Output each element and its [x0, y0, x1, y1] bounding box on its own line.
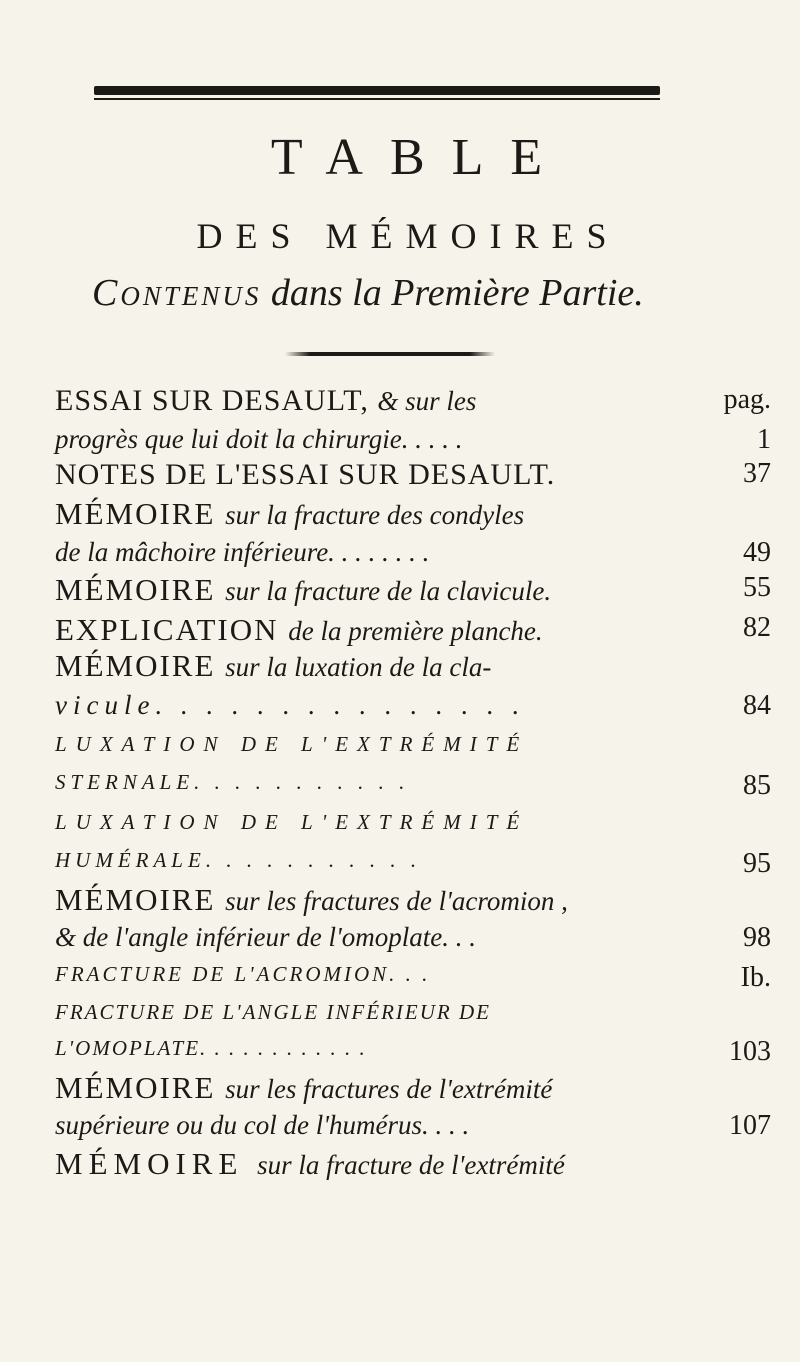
- toc-entry: [55, 1000, 771, 1036]
- entry-text: FRACTURE DE L'ANGLE INFÉRIEUR DE: [55, 1000, 491, 1024]
- toc-entry: [55, 384, 771, 424]
- toc-entry: [55, 496, 771, 536]
- entry-caps: MÉMOIRE: [55, 1146, 258, 1181]
- toc-entry: [55, 690, 771, 730]
- entry-page: 55: [743, 572, 771, 603]
- entry-page: 98: [743, 922, 771, 953]
- toc-entry: [55, 770, 771, 804]
- entry-page: 95: [743, 848, 771, 879]
- entry-caps: NOTES DE L'ESSAI SUR DESAULT.: [55, 458, 556, 491]
- toc-entry: [55, 572, 771, 612]
- toc-entry: [55, 732, 771, 766]
- contenus-heading: [92, 271, 644, 315]
- entry-text: LUXATION DE L'EXTRÉMITÉ: [55, 810, 529, 834]
- entry-text: & de l'angle inférieur de l'omoplate. . .: [55, 922, 476, 952]
- entry-text: FRACTURE DE L'ACROMION. . .: [55, 962, 431, 986]
- entry-text: L'OMOPLATE. . . . . . . . . . . .: [55, 1036, 367, 1060]
- entry-page: 84: [743, 690, 771, 721]
- entry-text: de la mâchoire inférieure. . . . . . . .: [55, 537, 430, 567]
- entry-text: & sur les: [377, 386, 477, 416]
- entry-caps: ESSAI SUR DESAULT,: [55, 384, 378, 417]
- entry-text: sur la fracture de la clavicule.: [225, 576, 552, 606]
- toc-entry: [55, 612, 771, 652]
- entry-text: supérieure ou du col de l'humérus. . . .: [55, 1110, 470, 1140]
- entry-caps: MÉMOIRE: [55, 496, 226, 531]
- entry-caps: MÉMOIRE: [55, 648, 226, 683]
- entry-text: HUMÉRALE. . . . . . . . . . .: [55, 848, 422, 872]
- entry-caps: MÉMOIRE: [55, 572, 226, 607]
- contenus-rest: dans la Première Partie.: [261, 272, 644, 314]
- entry-page: 103: [729, 1036, 771, 1067]
- toc-entry: [55, 1036, 771, 1072]
- entry-caps: MÉMOIRE: [55, 882, 226, 917]
- entry-text: sur les fractures de l'acromion ,: [225, 886, 568, 916]
- toc-entry: [55, 962, 771, 998]
- entry-text: sur la fracture de l'extrémité: [257, 1150, 565, 1180]
- toc-entry: [55, 922, 771, 962]
- page-subtitle: DES MÉMOIRES: [196, 216, 620, 256]
- entry-page: 49: [743, 537, 771, 568]
- entry-caps: MÉMOIRE: [55, 1070, 226, 1105]
- toc-entry: [55, 1146, 771, 1186]
- entry-text: progrès que lui doit la chirurgie. . . . .: [55, 424, 463, 454]
- entry-text: STERNALE. . . . . . . . . . .: [55, 770, 410, 794]
- top-rule: [94, 86, 660, 95]
- toc-entry: [55, 458, 771, 498]
- top-rule-thin: [94, 98, 660, 100]
- entry-page: 37: [743, 458, 771, 489]
- ornamental-rule: [285, 352, 495, 356]
- entry-text: sur les fractures de l'extrémité: [225, 1074, 553, 1104]
- page-title: TABLE: [270, 129, 570, 186]
- entry-page: pag.: [723, 384, 771, 415]
- contenus-caps: Contenus: [92, 272, 262, 314]
- entry-text: vicule. . . . . . . . . . . . . . .: [55, 690, 526, 720]
- toc-entry: [55, 848, 771, 882]
- entry-page: 85: [743, 770, 771, 801]
- entry-text: de la première planche.: [288, 616, 543, 646]
- toc-entry: [55, 810, 771, 844]
- entry-page: Ib.: [740, 962, 771, 993]
- entry-page: 1: [757, 424, 771, 455]
- toc-entry: [55, 1110, 771, 1150]
- entry-page: 107: [729, 1110, 771, 1141]
- entry-text: LUXATION DE L'EXTRÉMITÉ: [55, 732, 529, 756]
- toc-entry: [55, 537, 771, 577]
- toc-entry: [55, 882, 771, 922]
- toc-entry: [55, 648, 771, 688]
- entry-text: sur la fracture des condyles: [225, 500, 525, 530]
- entry-page: 82: [743, 612, 771, 643]
- entry-text: sur la luxation de la cla-: [225, 652, 492, 682]
- toc-entry: [55, 1070, 771, 1110]
- entry-caps: EXPLICATION: [55, 612, 289, 647]
